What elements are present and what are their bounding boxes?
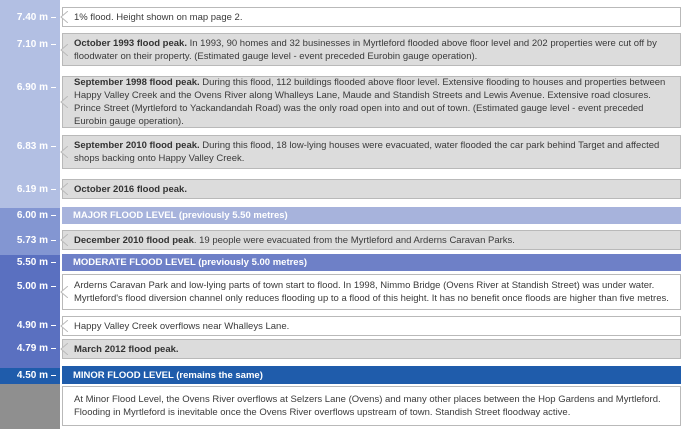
pointer-arrow-icon	[56, 320, 68, 332]
flood-entry-minor-level: At Minor Flood Level, the Ovens River overflows at Selzers Lane (Ovens) and many other places between the Hop Gardens and Myrtleford. Flooding in Myrtleford is inevitable once the Ovens River overflows upstream of town. Standish Street floodway active.	[62, 386, 681, 426]
gauge-segment-above-major	[0, 0, 60, 208]
pointer-arrow-icon	[56, 183, 68, 195]
level-label: 6.00 m	[0, 208, 60, 222]
moderate-flood-level-band: MODERATE FLOOD LEVEL (previously 5.00 metres)	[62, 254, 681, 271]
flood-entry-october-2016: October 2016 flood peak.	[62, 179, 681, 199]
level-label: 5.73 m	[0, 233, 60, 247]
pointer-arrow-icon	[56, 96, 68, 108]
level-label: 4.50 m	[0, 368, 60, 382]
flood-entry-4-90m: Happy Valley Creek overflows near Whalleys Lane.	[62, 316, 681, 336]
pointer-arrow-icon	[56, 11, 68, 23]
level-label: 6.83 m	[0, 139, 60, 153]
level-label: 4.90 m	[0, 318, 60, 332]
pointer-arrow-icon	[56, 234, 68, 246]
level-label: 4.79 m	[0, 341, 60, 355]
pointer-arrow-icon	[56, 343, 68, 355]
pointer-arrow-icon	[56, 146, 68, 158]
level-label: 7.10 m	[0, 37, 60, 51]
flood-entry-october-1993: October 1993 flood peak. In 1993, 90 homes and 32 businesses in Myrtleford flooded above floor level and 202 properties were cut off by floodwater on their property. (Estimated gauge level - event preceded Eurobin gauge operation).	[62, 33, 681, 66]
pointer-arrow-icon	[56, 286, 68, 298]
flood-entry-1pct: 1% flood. Height shown on map page 2.	[62, 7, 681, 27]
level-label: 7.40 m	[0, 10, 60, 24]
gauge-segment-below-minor	[0, 384, 60, 429]
level-label: 6.90 m	[0, 80, 60, 94]
level-label: 5.00 m	[0, 279, 60, 293]
pointer-arrow-icon	[56, 44, 68, 56]
flood-entry-5-00m: Arderns Caravan Park and low-lying parts of town start to flood. In 1998, Nimmo Bridge (Ovens River at Standish Street) was under water. Myrtleford's flood diversion channel only reduces flooding up to a flood of this height. It has no benefit once floods are higher than five metres.	[62, 274, 681, 310]
flood-entry-march-2012: March 2012 flood peak.	[62, 339, 681, 359]
minor-flood-level-band: MINOR FLOOD LEVEL (remains the same)	[62, 366, 681, 384]
flood-entry-december-2010: December 2010 flood peak. 19 people were evacuated from the Myrtleford and Arderns Caravan Parks.	[62, 230, 681, 250]
major-flood-level-band: MAJOR FLOOD LEVEL (previously 5.50 metres)	[62, 207, 681, 224]
level-label: 6.19 m	[0, 182, 60, 196]
flood-entry-september-2010: September 2010 flood peak. During this flood, 18 low-lying houses were evacuated, water flooded the car park behind Target and affected shops backing onto Happy Valley Creek.	[62, 135, 681, 169]
level-label: 5.50 m	[0, 255, 60, 269]
flood-entry-september-1998: September 1998 flood peak. During this flood, 112 buildings flooded above floor level. Extensive flooding to houses and properties between Happy Valley Creek and the Ovens River along Whalleys Lane, Maude and Standish Streets and Lewis Avenue. Extensive road closures. Prince Street (Myrtleford to Yackandandah Road) was the only road open into and out of town. (Estimated gauge level - event preceded Eurobin gauge operation).	[62, 76, 681, 128]
